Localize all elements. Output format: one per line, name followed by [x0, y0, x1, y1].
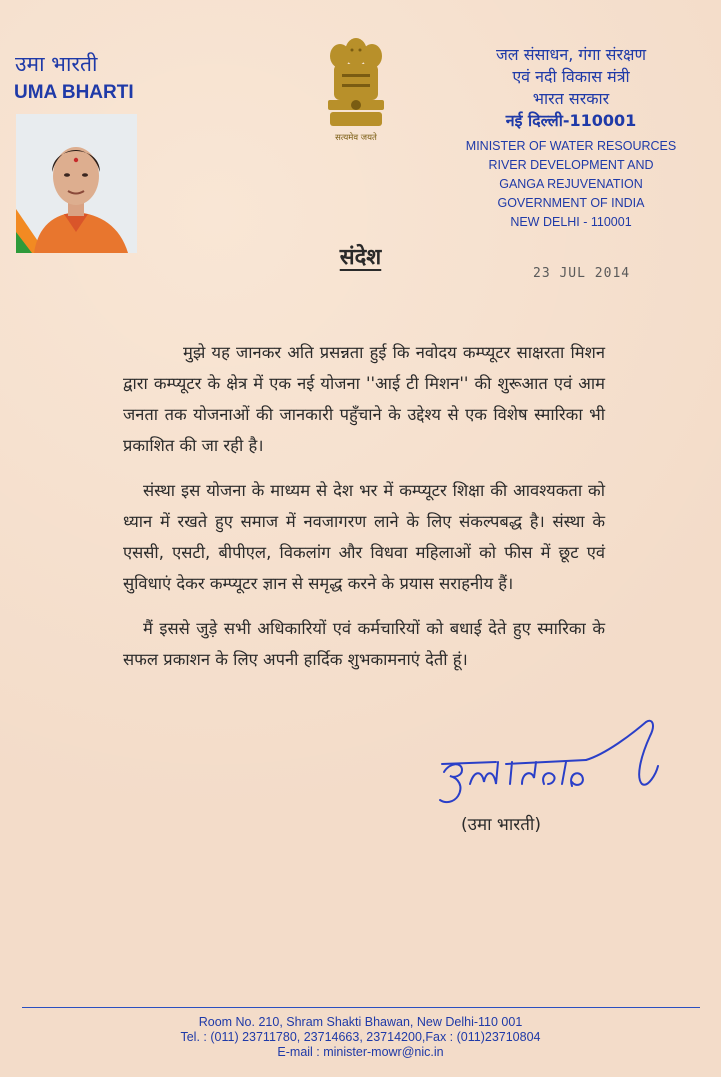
letter-body [123, 337, 605, 689]
footer-line-1: Room No. 210, Shram Shakti Bhawan, New Delhi-110 001 [198, 1015, 523, 1029]
body-paragraph-3: मैं इससे जुड़े सभी अधिकारियों एवं कर्मचारियों को बधाई देते हुए स्मारिका के सफल प्रकाशन के लिए अपनी हार्दिक शुभकामनाएं देती हूं। [123, 619, 605, 669]
footer-line-3: E-mail : minister-mowr@nic.in [277, 1045, 444, 1059]
footer-address [0, 1015, 721, 1060]
office-english-line-2: RIVER DEVELOPMENT AND [488, 158, 654, 172]
office-english-line-5: NEW DELHI - 110001 [510, 215, 632, 229]
office-hindi-line-3: भारत सरकार [532, 89, 610, 108]
office-english-line-3: GANGA REJUVENATION [499, 177, 643, 191]
handwritten-signature [436, 714, 666, 814]
emblem-motto: सत्यमेव जयते [335, 133, 377, 143]
sender-photo [16, 114, 137, 253]
signatory-name: (उमा भारती) [461, 815, 541, 835]
footer-divider [22, 1007, 700, 1008]
office-hindi-block [451, 44, 691, 132]
signature-scribble [436, 714, 666, 814]
sender-name-english: UMA BHARTI [14, 82, 134, 103]
office-hindi-line-4: नई दिल्ली-110001 [505, 111, 637, 130]
office-hindi-line-1: जल संसाधन, गंगा संरक्षण [495, 45, 647, 64]
portrait-illustration [16, 114, 137, 253]
body-paragraph-1: मुझे यह जानकर अति प्रसन्नता हुई कि नवोदय कम्प्यूटर साक्षरता मिशन द्वारा कम्प्यूटर के क्षेत्र में एक नई योजना ''आई टी मिशन'' की शुरूआत एवं आम जनता तक योजनाओं की जानकारी पहुँचाने के उद्देश्य से एक विशेष स्मारिका भी प्रकाशित की जा रही है। [123, 343, 605, 455]
office-english-line-4: GOVERNMENT OF INDIA [497, 196, 645, 210]
footer-line-2: Tel. : (011) 23711780, 23714663, 23714200,Fax : (011)23710804 [180, 1030, 541, 1044]
ashoka-emblem-icon [320, 34, 392, 146]
office-hindi-line-2: एवं नदी विकास मंत्री [512, 67, 630, 86]
date-stamp: 23 JUL 2014 [533, 266, 631, 281]
office-english-line-1: MINISTER OF WATER RESOURCES [465, 139, 677, 153]
national-emblem [320, 34, 392, 146]
office-english-block [451, 137, 691, 232]
letter-title-text: संदेश [339, 245, 382, 270]
sender-name-hindi: उमा भारती [15, 52, 98, 76]
body-paragraph-2: संस्था इस योजना के माध्यम से देश भर में कम्प्यूटर शिक्षा की आवश्यकता को ध्यान में रखते हुए समाज में नवजागरण लाने के लिए संकल्पबद्ध है। संस्था के एससी, एसटी, बीपीएल, विकलांग और विधवा महिलाओं को फीस में छूट एवं सुविधाएं देकर कम्प्यूटर ज्ञान से समृद्ध करने के प्रयास सराहनीय हैं। [123, 481, 605, 593]
